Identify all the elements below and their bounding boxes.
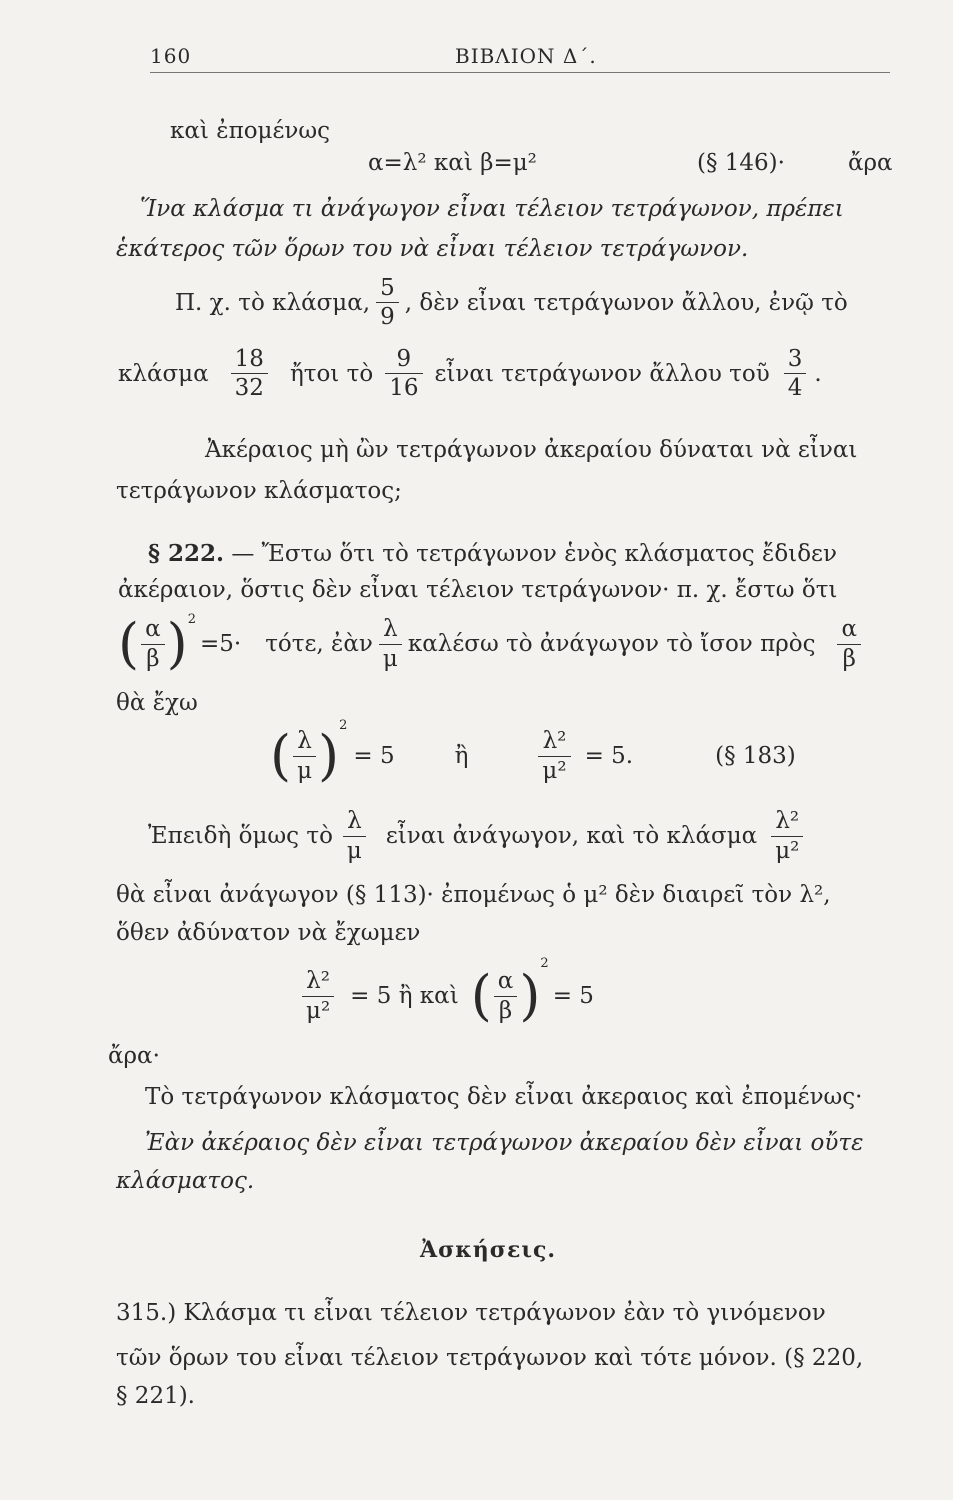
fraction-bar <box>343 836 366 837</box>
denominator: μ² <box>306 997 331 1024</box>
denominator: μ <box>297 757 313 784</box>
right-parenthesis: ) <box>519 964 541 1027</box>
equals-five: = 5 <box>552 983 594 1009</box>
left-parenthesis: ( <box>270 724 292 787</box>
header-rule <box>150 72 890 73</box>
numerator: α <box>145 616 161 643</box>
text-segment: Π. χ. τὸ κλάσμα, <box>175 289 371 316</box>
running-title: ΒΙΒΛΙΟΝ Δ΄. <box>455 44 597 68</box>
example-line <box>118 347 822 400</box>
text-line: ἑκάτερος τῶν ὅρων του νὰ εἶναι τέλειον τετράγωνον. <box>116 236 749 262</box>
section-number: § 222. <box>148 540 225 567</box>
text-segment: Ἐπειδὴ ὅμως τὸ <box>148 823 333 849</box>
numerator: α <box>497 968 514 995</box>
fraction <box>494 969 518 1022</box>
text-segment: εἶναι τετράγωνον ἄλλου τοῦ <box>434 360 770 387</box>
text-line: Ἐὰν ἀκέραιος δὲν εἶναι τετράγωνον ἀκεραίου δὲν εἶναι οὔτε <box>145 1130 864 1156</box>
fraction <box>784 347 807 400</box>
denominator: β <box>498 997 513 1024</box>
text-segment: καλέσω τὸ ἀνάγωγον τὸ ἴσον πρὸς <box>407 631 816 657</box>
numerator: λ <box>347 808 362 835</box>
fraction-bar <box>771 836 803 837</box>
exponent: 2 <box>339 718 348 733</box>
exercise-line: § 221). <box>116 1383 195 1409</box>
equation-line <box>270 718 796 794</box>
equals-five: = 5. <box>584 743 634 769</box>
text-line: Ἵνα κλάσμα τι ἀνάγωγον εἶναι τέλειον τετράγωνον, πρέπει <box>140 196 844 222</box>
numerator: α <box>841 616 857 643</box>
text-line: ὅθεν ἀδύνατον νὰ ἔχωμεν <box>116 920 421 946</box>
text-line: θὰ εἶναι ἀνάγωγον (§ 113)· ἐπομένως ὁ μ² δὲν διαιρεῖ τὸν λ², <box>116 882 831 908</box>
fraction <box>837 617 861 670</box>
fraction-bar <box>231 373 268 374</box>
numerator: λ² <box>542 728 567 755</box>
equals-five: =5· <box>199 631 242 657</box>
fraction-bar <box>141 644 165 645</box>
text-segment: εἶναι ἀνάγωγον, καὶ τὸ κλάσμα <box>385 823 758 849</box>
exponent: 2 <box>187 612 196 627</box>
numerator: 3 <box>787 346 803 372</box>
denominator: 4 <box>787 375 803 402</box>
fraction <box>302 969 334 1022</box>
section-line <box>148 540 837 567</box>
numerator: 9 <box>396 346 412 372</box>
fraction <box>376 276 399 329</box>
fraction-bar <box>385 373 422 374</box>
denominator: μ² <box>542 757 567 784</box>
numerator: λ² <box>306 968 330 995</box>
fraction <box>379 617 402 670</box>
fraction-bar <box>379 644 402 645</box>
numerator: λ <box>297 728 312 755</box>
text-word: ἄρα <box>848 150 893 176</box>
fraction-bar <box>302 996 334 997</box>
numerator: 18 <box>234 346 264 372</box>
text-line: Ἀκέραιος μὴ ὢν τετράγωνον ἀκεραίου δύναται νὰ εἶναι <box>205 437 858 463</box>
section-reference: (§ 146)· <box>697 150 785 176</box>
denominator: β <box>146 645 160 672</box>
equation-line <box>118 612 867 676</box>
exponent: 2 <box>540 956 549 971</box>
text-segment: . <box>814 360 822 387</box>
exercise-line: τῶν ὅρων του εἶναι τέλειον τετράγωνον καὶ τότε μόνον. (§ 220, <box>116 1345 864 1371</box>
page-number: 160 <box>150 44 192 68</box>
fraction <box>771 809 803 862</box>
text-line <box>148 800 809 872</box>
exercises-title: Ἀσκήσεις. <box>420 1237 557 1263</box>
text-segment: — Ἔστω ὅτι τὸ τετράγωνον ἑνὸς κλάσματος ἔδιδεν <box>231 541 837 567</box>
denominator: β <box>842 645 856 672</box>
text-segment: = 5 ἢ καὶ <box>350 983 459 1009</box>
denominator: 32 <box>234 375 264 402</box>
text-line: καὶ ἐπομένως <box>170 118 331 144</box>
fraction-bar <box>494 996 518 997</box>
text-line: κλάσματος. <box>116 1168 255 1194</box>
denominator: μ² <box>775 837 800 864</box>
fraction <box>231 347 268 400</box>
equation: α=λ² καὶ β=μ² <box>368 150 537 176</box>
left-parenthesis: ( <box>118 612 140 675</box>
denominator: 9 <box>380 304 395 331</box>
exercise-line: 315.) Κλάσμα τι εἶναι τέλειον τετράγωνον ἐὰν τὸ γινόμενον <box>116 1300 826 1326</box>
text-segment: ἤτοι τὸ <box>289 360 374 387</box>
numerator: λ² <box>775 808 800 835</box>
fraction <box>538 729 570 782</box>
fraction <box>343 809 366 862</box>
text-line: Τὸ τετράγωνον κλάσματος δὲν εἶναι ἀκεραιος καὶ ἐπομένως· <box>145 1084 863 1110</box>
text-segment: τότε, ἐὰν <box>265 631 373 657</box>
fraction <box>141 617 165 670</box>
fraction-bar <box>538 756 570 757</box>
right-parenthesis: ) <box>166 612 188 675</box>
fraction <box>293 729 316 782</box>
right-parenthesis: ) <box>318 724 340 787</box>
text-line: θὰ ἔχω <box>116 690 198 716</box>
text-line: τετράγωνον κλάσματος; <box>116 478 402 504</box>
numerator: λ <box>383 616 398 643</box>
section-reference: (§ 183) <box>715 743 796 769</box>
text-segment: κλάσμα <box>118 360 209 387</box>
fraction-bar <box>293 756 316 757</box>
text-line: ἀκέραιον, ὅστις δὲν εἶναι τέλειον τετράγωνον· π. χ. ἔστω ὅτι <box>118 577 838 603</box>
equation-line <box>296 956 594 1036</box>
fraction-bar <box>376 302 399 303</box>
left-parenthesis: ( <box>470 964 492 1027</box>
text-segment: , δὲν εἶναι τετράγωνον ἄλλου, ἐνῷ τὸ <box>404 289 848 316</box>
text-word: ἢ <box>454 743 469 769</box>
text-line: ἄρα· <box>108 1043 160 1069</box>
numerator: 5 <box>380 275 395 301</box>
equals-five: = 5 <box>353 743 395 769</box>
fraction <box>385 347 422 400</box>
denominator: μ <box>382 645 398 672</box>
denominator: μ <box>346 837 362 864</box>
example-line <box>175 276 848 329</box>
denominator: 16 <box>389 375 419 402</box>
fraction-bar <box>784 373 807 374</box>
fraction-bar <box>837 644 861 645</box>
